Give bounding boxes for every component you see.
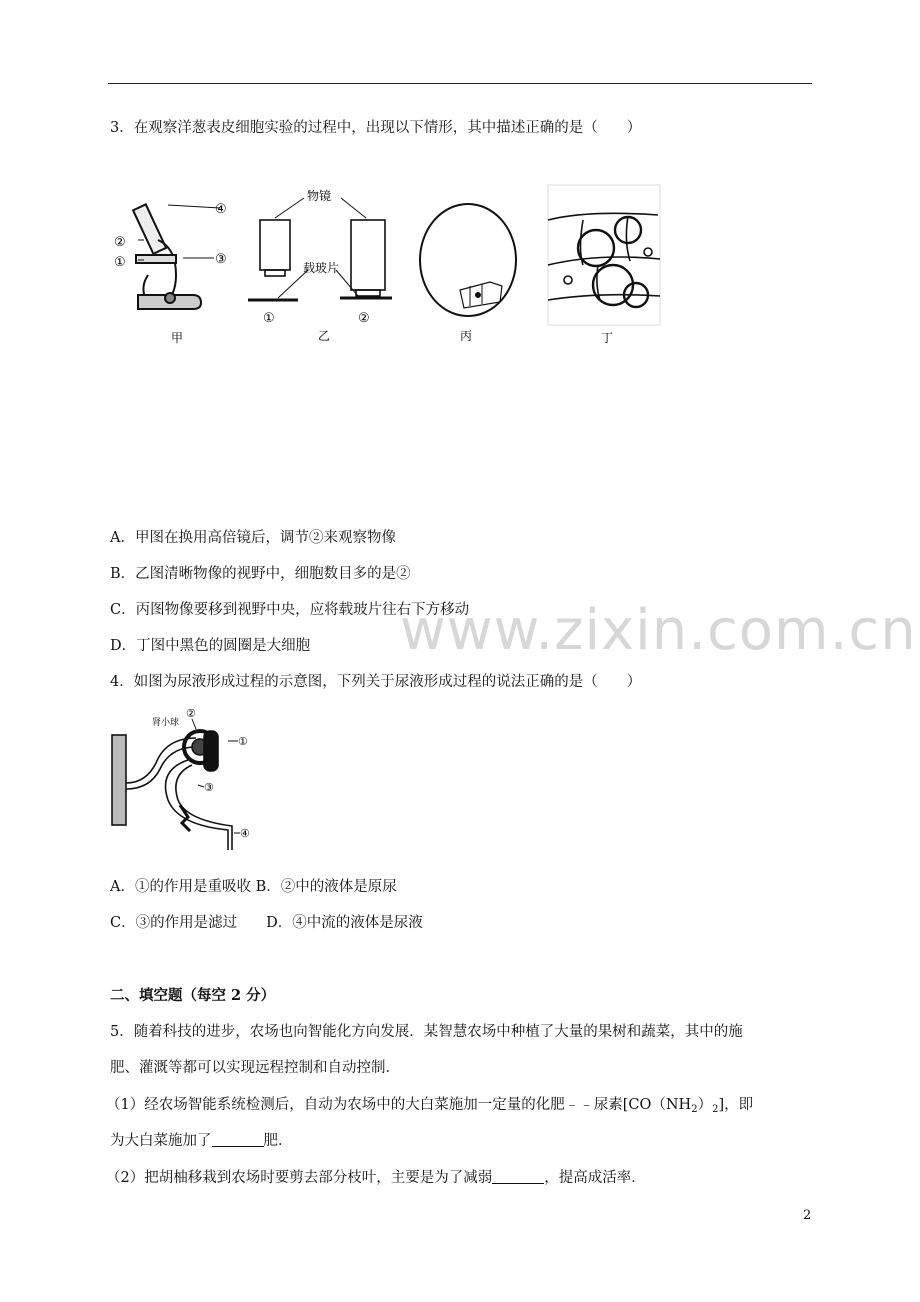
- jia-label-1: ①: [114, 255, 126, 270]
- q3-stem: 3．在观察洋葱表皮细胞实验的过程中，出现以下情形，其中描述正确的是（ ）: [110, 120, 642, 136]
- ding-caption: 丁: [601, 331, 614, 345]
- yi-label-2: ②: [358, 311, 370, 326]
- q5-sub2-pre: （2）把胡柚移栽到农场时要剪去部分枝叶，主要是为了减弱: [106, 1170, 493, 1186]
- jia-label-2: ②: [114, 235, 126, 250]
- yi-caption: 乙: [318, 329, 331, 343]
- q5-sub1-pre: 为大白菜施加了: [110, 1133, 212, 1149]
- q5-stem-line-2: 肥、灌溉等都可以实现远程控制和自动控制．: [110, 1060, 400, 1076]
- q5-sub1-post: 肥．: [263, 1133, 293, 1149]
- q4-nephron-figure: [108, 705, 268, 865]
- subscript: 2: [691, 1104, 698, 1115]
- q5-sub1-text: ]，即: [718, 1097, 754, 1113]
- q4-label-2: ②: [186, 707, 196, 720]
- q5-stem-line-1: 5．随着科技的进步，农场也向智能化方向发展．某智慧农场中种植了大量的果树和蔬菜，其中的施: [110, 1024, 743, 1040]
- q4-label-4: ④: [240, 827, 250, 840]
- q4-options-row-1: A．①的作用是重吸收 B．②中的液体是原尿: [110, 879, 397, 895]
- header-rule: [108, 83, 812, 84]
- q3-option-d: D．丁图中黑色的圆圈是大细胞: [110, 638, 311, 654]
- watermark: www.zixin.com.cn: [400, 598, 917, 663]
- page-number: 2: [803, 1208, 812, 1223]
- q5-sub1-text: （1）经农场智能系统检测后，自动为农场中的大白菜施加一定量的化肥﹣﹣尿素[CO（NH: [106, 1097, 692, 1113]
- section-heading: 二、填空题（每空 2 分）: [110, 987, 276, 1004]
- answer-blank[interactable]: [212, 1132, 264, 1147]
- yi-label-1: ①: [263, 311, 275, 326]
- q4-stem: 4．如图为尿液形成过程的示意图，下列关于尿液形成过程的说法正确的是（ ）: [110, 674, 642, 690]
- jia-label-3: ③: [215, 252, 227, 267]
- objective-label: 物镜: [307, 189, 332, 203]
- field-of-view-circle: [420, 204, 516, 316]
- subscript: 2: [712, 1104, 719, 1115]
- q5-sub2-line: [106, 1168, 646, 1188]
- q5-sub2-post: ，提高成活率．: [544, 1170, 646, 1186]
- q5-sub1-text: ）: [697, 1097, 713, 1113]
- q4-options-row-2: C．③的作用是滤过 D．④中流的液体是尿液: [110, 915, 423, 931]
- q4-label-1: ①: [238, 735, 248, 748]
- q5-sub1-line-2: [110, 1131, 293, 1151]
- jia-label-4: ④: [215, 202, 227, 217]
- q3-option-c: C．丙图物像要移到视野中央，应将载玻片往右下方移动: [110, 602, 470, 618]
- q5-sub1-line-1: [106, 1095, 753, 1120]
- q3-figure: [108, 180, 668, 350]
- q4-label-3: ③: [204, 781, 214, 794]
- glomerulus-label: 肾小球: [152, 718, 180, 728]
- objective-lens-diagram: [248, 198, 392, 300]
- slide-label: 载玻片: [303, 261, 340, 275]
- jia-caption: 甲: [171, 331, 184, 345]
- microscope-illustration: [133, 204, 220, 309]
- onion-cells-view: [548, 185, 660, 325]
- answer-blank[interactable]: [492, 1169, 544, 1184]
- q3-option-b: B．乙图清晰物像的视野中，细胞数目多的是②: [110, 566, 411, 582]
- bing-caption: 丙: [460, 329, 473, 343]
- q3-option-a: A．甲图在换用高倍镜后，调节②来观察物像: [110, 530, 396, 546]
